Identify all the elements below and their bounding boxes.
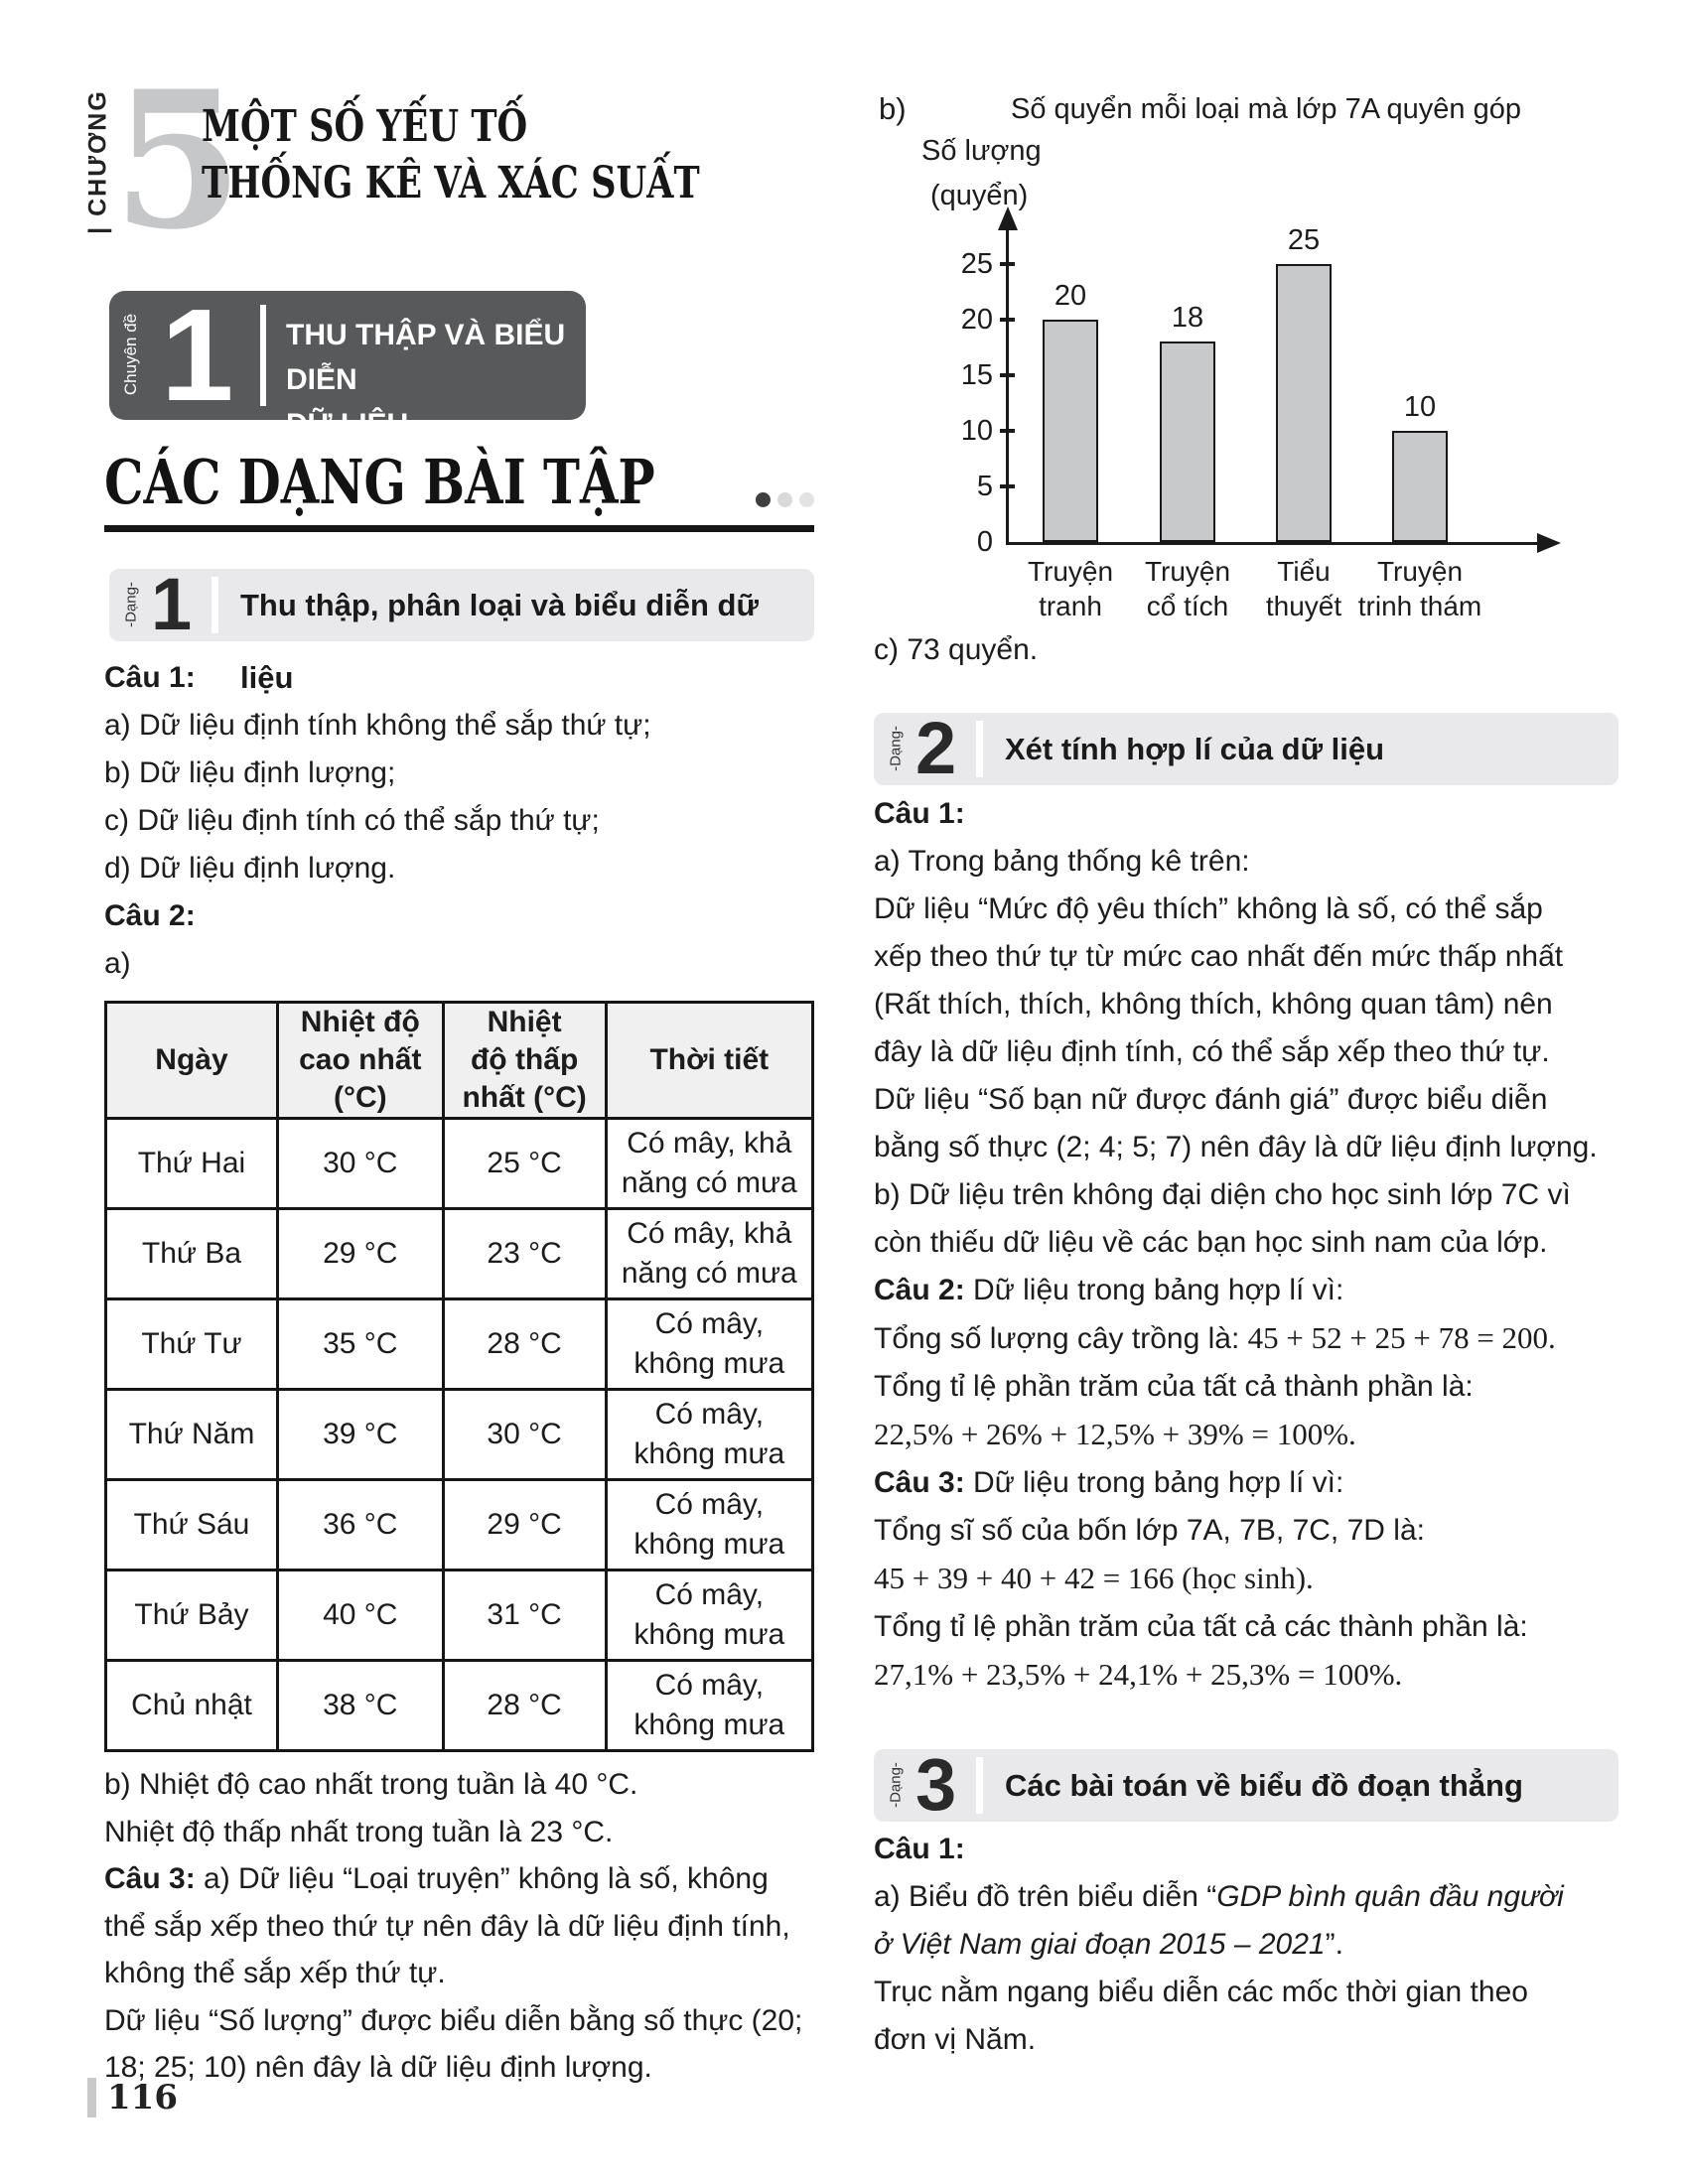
x-axis-arrow-icon	[1537, 533, 1561, 553]
text-run: a) Biểu đồ trên biểu diễn “	[874, 1880, 1217, 1913]
y-tick-mark	[1000, 262, 1015, 266]
table-row	[106, 1209, 813, 1299]
x-category-label-line: Truyện	[1027, 556, 1114, 587]
text-run: a) Dữ liệu định tính không thể sắp thứ tự;	[104, 709, 651, 742]
right-column	[874, 89, 1628, 2064]
text-run: ở Việt Nam giai đoạn 2015 – 2021	[874, 1928, 1326, 1961]
table-cell: Thứ Năm	[106, 1390, 278, 1480]
text-line	[104, 1761, 814, 1809]
y-tick-label: 5	[976, 471, 993, 502]
x-axis-line	[1006, 542, 1542, 545]
text-line	[104, 940, 814, 988]
chapter-side-label: | CHƯƠNG	[83, 89, 112, 234]
table-cell: Có mây, không mưa	[606, 1570, 812, 1661]
page-number	[87, 2077, 178, 2118]
chapter-number: 5	[112, 50, 244, 271]
table-cell: 23 °C	[443, 1209, 606, 1299]
text-run: 27,1% + 23,5% + 24,1% + 25,3% = 100%.	[874, 1657, 1403, 1692]
x-category-label	[1340, 554, 1499, 623]
bar	[1392, 431, 1448, 542]
text-line	[874, 1124, 1628, 1171]
topic-side-label: Chuyên đề	[121, 313, 140, 396]
table-cell: 29 °C	[443, 1480, 606, 1570]
c-answer-text	[874, 626, 1628, 674]
section-heading	[104, 447, 814, 522]
topic-box	[109, 282, 586, 441]
dang3-side-label: -Dạng-	[887, 1762, 905, 1808]
table-cell: Có mây, không mưa	[606, 1661, 812, 1751]
text-run: a) Dữ liệu “Loại truyện” không là số, không	[204, 1862, 769, 1895]
table-row	[106, 1119, 813, 1209]
text-run: c) Dữ liệu định tính có thể sắp thứ tự;	[104, 804, 600, 837]
text-run: Dữ liệu trong bảng hợp lí vì:	[973, 1274, 1344, 1306]
text-run: Câu 3:	[874, 1466, 974, 1499]
text-line	[104, 2044, 814, 2092]
left-column	[83, 50, 814, 2092]
y-tick-mark	[1000, 429, 1015, 433]
text-line	[104, 1855, 814, 1903]
y-tick-mark	[1000, 318, 1015, 322]
text-run: đây là dữ liệu định tính, có thể sắp xếp theo thứ tự.	[874, 1035, 1550, 1068]
text-run: Nhiệt độ thấp nhất trong tuần là 23 °C.	[104, 1815, 614, 1848]
text-run: không thể sắp xếp thứ tự.	[104, 1957, 446, 1989]
dang3-number: 3	[915, 1743, 957, 1826]
dang2-number: 2	[915, 707, 957, 789]
table-cell: Chủ nhật	[106, 1661, 278, 1751]
text-line	[874, 933, 1628, 981]
after-table-text	[104, 1761, 814, 2092]
table-header-cell: Ngày	[106, 1003, 278, 1119]
bar	[1276, 264, 1332, 542]
bar-chart	[874, 89, 1628, 620]
table-cell: 28 °C	[443, 1661, 606, 1751]
table-header-row	[106, 1003, 813, 1119]
dang1-separator	[211, 577, 218, 633]
y-tick-label: 0	[976, 526, 993, 558]
bar-value-label: 25	[1287, 224, 1321, 256]
table-cell: Có mây, không mưa	[606, 1390, 812, 1480]
text-line	[104, 750, 814, 797]
text-line	[874, 626, 1628, 674]
text-run: Câu 1:	[104, 661, 196, 694]
text-run: Tổng tỉ lệ phần trăm của tất cả thành phần là:	[874, 1370, 1474, 1403]
dang2-separator	[976, 721, 983, 777]
table-cell: 25 °C	[443, 1119, 606, 1209]
table-cell: Thứ Ba	[106, 1209, 278, 1299]
table-cell: Có mây, khả năng có mưa	[606, 1119, 812, 1209]
text-run: thể sắp xếp theo thứ tự nên đây là dữ liệu định tính,	[104, 1909, 790, 1943]
table-cell: 28 °C	[443, 1299, 606, 1390]
y-axis-arrow-icon	[998, 206, 1018, 230]
table-cell: Có mây, không mưa	[606, 1299, 812, 1390]
text-run: Dữ liệu “Mức độ yêu thích” không là số, có thể sắp	[874, 892, 1543, 925]
topic-title	[286, 313, 586, 447]
table-cell: 30 °C	[443, 1390, 606, 1480]
y-tick-mark	[1000, 373, 1015, 377]
text-line	[874, 1411, 1628, 1459]
text-run: đơn vị Năm.	[874, 2023, 1037, 2056]
text-line	[874, 1219, 1628, 1267]
chapter-title	[202, 98, 700, 211]
x-category-label-line: tranh	[1039, 591, 1102, 621]
text-line	[874, 1969, 1628, 2016]
topic-separator	[260, 305, 266, 406]
dang3-box	[874, 1743, 1618, 1826]
y-tick-mark	[1000, 484, 1015, 488]
dang3-solution-text	[874, 1826, 1628, 2064]
text-line	[874, 1555, 1628, 1603]
table-row	[106, 1390, 813, 1480]
text-run: a) Trong bảng thống kê trên:	[874, 845, 1250, 878]
x-category-label-line: Truyện	[1376, 556, 1464, 587]
text-line	[874, 1651, 1628, 1700]
text-line	[104, 845, 814, 892]
text-line	[874, 1873, 1628, 1921]
text-run: Câu 1:	[874, 797, 965, 830]
table-cell: 35 °C	[277, 1299, 443, 1390]
table-cell: Thứ Sáu	[106, 1480, 278, 1570]
bar	[1043, 320, 1098, 542]
text-run: Câu 2:	[104, 899, 196, 932]
table-header-cell: Thời tiết	[606, 1003, 812, 1119]
chapter-header	[83, 50, 814, 271]
dang2-side-label: -Dạng-	[887, 726, 905, 771]
table-cell: 29 °C	[277, 1209, 443, 1299]
x-category-label-line: cổ tích	[1146, 591, 1229, 621]
text-line	[874, 1921, 1628, 1969]
text-line	[874, 981, 1628, 1028]
table-header-cell: Nhiệt độ thấp nhất (°C)	[443, 1003, 606, 1119]
text-run: (Rất thích, thích, không thích, không quan tâm) nên	[874, 988, 1553, 1021]
text-run: GDP bình quân đầu người	[1216, 1880, 1564, 1913]
table-cell: 30 °C	[277, 1119, 443, 1209]
text-line	[874, 1267, 1628, 1314]
heading-underline	[104, 525, 814, 532]
chart-ylabel-line2: (quyển)	[930, 180, 1029, 211]
topic-number: 1	[161, 282, 234, 428]
chart-ylabel-line1: Số lượng	[921, 135, 1042, 167]
text-run: ”.	[1325, 1928, 1343, 1961]
dang3-separator	[976, 1757, 983, 1814]
text-line	[104, 1950, 814, 1997]
text-line	[874, 1826, 1628, 1873]
dang1-title: Thu thập, phân loại và biểu diễn dữ liệu	[240, 588, 759, 695]
text-line	[874, 1076, 1628, 1124]
table-header-cell: Nhiệt độ cao nhất (°C)	[277, 1003, 443, 1119]
text-line	[874, 886, 1628, 933]
bar-value-label: 20	[1054, 280, 1087, 312]
dang2-box	[874, 707, 1618, 789]
text-run: Tổng tỉ lệ phần trăm của tất cả các thành phần là:	[874, 1610, 1528, 1643]
topic-title-line1: THU THẬP VÀ BIỂU DIỄN	[286, 319, 566, 396]
table-cell: Thứ Tư	[106, 1299, 278, 1390]
text-line	[874, 1363, 1628, 1411]
text-line	[874, 790, 1628, 838]
text-line	[104, 1809, 814, 1856]
heading-dot-icon	[777, 492, 792, 507]
chart-item-label: b)	[879, 91, 907, 126]
x-category-label-line: Tiểu	[1277, 556, 1331, 587]
page-number-bar	[87, 2078, 96, 2117]
text-line	[874, 2016, 1628, 2064]
text-run: d) Dữ liệu định lượng.	[104, 852, 396, 885]
table-cell: Thứ Bảy	[106, 1570, 278, 1661]
y-tick-label: 15	[960, 359, 993, 391]
table-row	[106, 1299, 813, 1390]
text-run: Câu 2:	[874, 1274, 974, 1306]
table-cell: Thứ Hai	[106, 1119, 278, 1209]
y-axis-line	[1006, 228, 1009, 542]
text-run: 45 + 52 + 25 + 78 = 200.	[1247, 1320, 1556, 1355]
table-cell: 40 °C	[277, 1570, 443, 1661]
bar	[1160, 341, 1215, 542]
text-line	[874, 1459, 1628, 1507]
x-category-label-line: trinh thám	[1357, 591, 1482, 621]
section-heading-text: CÁC DẠNG BÀI TẬP	[104, 446, 655, 518]
table-cell: 39 °C	[277, 1390, 443, 1480]
text-line	[874, 1603, 1628, 1651]
text-run: b) Dữ liệu trên không đại diện cho học sinh lớp 7C vì	[874, 1178, 1571, 1211]
text-run: 22,5% + 26% + 12,5% + 39% = 100%.	[874, 1417, 1356, 1451]
text-run: a)	[104, 947, 131, 980]
table-cell: 31 °C	[443, 1570, 606, 1661]
page-number-value: 116	[107, 2078, 178, 2117]
text-line	[104, 1997, 814, 2045]
dang1-number: 1	[151, 563, 193, 645]
table-row	[106, 1661, 813, 1751]
dang2-solution-text	[874, 790, 1628, 1700]
x-category-label-line: thuyết	[1265, 591, 1342, 621]
text-line	[104, 1903, 814, 1951]
text-line	[874, 1028, 1628, 1076]
text-line	[874, 1507, 1628, 1555]
table-cell: Có mây, không mưa	[606, 1480, 812, 1570]
text-line	[874, 1314, 1628, 1363]
text-run: Câu 3:	[104, 1862, 205, 1895]
text-run: Câu 1:	[874, 1833, 965, 1865]
text-run: còn thiếu dữ liệu về các bạn học sinh nam của lớp.	[874, 1226, 1548, 1259]
text-run: Dữ liệu “Số bạn nữ được đánh giá” được biểu diễn	[874, 1083, 1548, 1116]
text-run: Tổng số lượng cây trồng là:	[874, 1322, 1248, 1355]
text-run: 18; 25; 10) nên đây là dữ liệu định lượng.	[104, 2051, 652, 2084]
text-run: Dữ liệu trong bảng hợp lí vì:	[973, 1466, 1344, 1499]
text-run: Dữ liệu “Số lượng” được biểu diễn bằng số thực (20;	[104, 2003, 803, 2037]
text-run: b) Dữ liệu định lượng;	[104, 756, 396, 789]
table-cell: 38 °C	[277, 1661, 443, 1751]
table-cell: Có mây, khả năng có mưa	[606, 1209, 812, 1299]
text-run: Trục nằm ngang biểu diễn các mốc thời gian theo	[874, 1976, 1528, 2008]
dang3-title: Các bài toán về biểu đồ đoạn thẳng	[1005, 1768, 1523, 1803]
text-run: Tổng sĩ số của bốn lớp 7A, 7B, 7C, 7D là:	[874, 1514, 1425, 1547]
y-tick-label: 25	[960, 248, 993, 280]
text-line	[104, 797, 814, 845]
text-line	[104, 892, 814, 940]
text-line	[874, 1171, 1628, 1219]
weather-table	[104, 1001, 814, 1752]
dang2-title: Xét tính hợp lí của dữ liệu	[1005, 732, 1385, 766]
y-tick-label: 20	[960, 304, 993, 336]
bar-value-label: 10	[1403, 391, 1437, 423]
text-line	[874, 838, 1628, 886]
chapter-title-line2: THỐNG KÊ VÀ XÁC SUẤT	[202, 158, 700, 208]
text-run: 45 + 39 + 40 + 42 = 166 (học sinh).	[874, 1561, 1314, 1595]
topic-title-line2: DỮ LIỆU	[286, 408, 409, 441]
chart-title: Số quyển mỗi loại mà lớp 7A quyên góp	[1011, 93, 1521, 125]
text-run: b) Nhiệt độ cao nhất trong tuần là 40 °C.	[104, 1768, 638, 1801]
dang1-side-label: -Dạng-	[122, 582, 140, 627]
table-cell: 36 °C	[277, 1480, 443, 1570]
text-run: bằng số thực (2; 4; 5; 7) nên đây là dữ liệu định lượng.	[874, 1131, 1598, 1163]
heading-dots	[749, 492, 814, 512]
heading-dot-icon	[799, 492, 814, 507]
chapter-title-line1: MỘT SỐ YẾU TỐ	[202, 101, 528, 152]
text-run: c) 73 quyển.	[874, 633, 1039, 666]
heading-dot-icon	[756, 492, 771, 507]
x-category-label-line: Truyện	[1144, 556, 1231, 587]
text-run: xếp theo thứ tự từ mức cao nhất đến mức thấp nhất	[874, 940, 1564, 973]
table-row	[106, 1570, 813, 1661]
table-row	[106, 1480, 813, 1570]
y-tick-label: 10	[960, 415, 993, 447]
bar-value-label: 18	[1171, 302, 1204, 335]
